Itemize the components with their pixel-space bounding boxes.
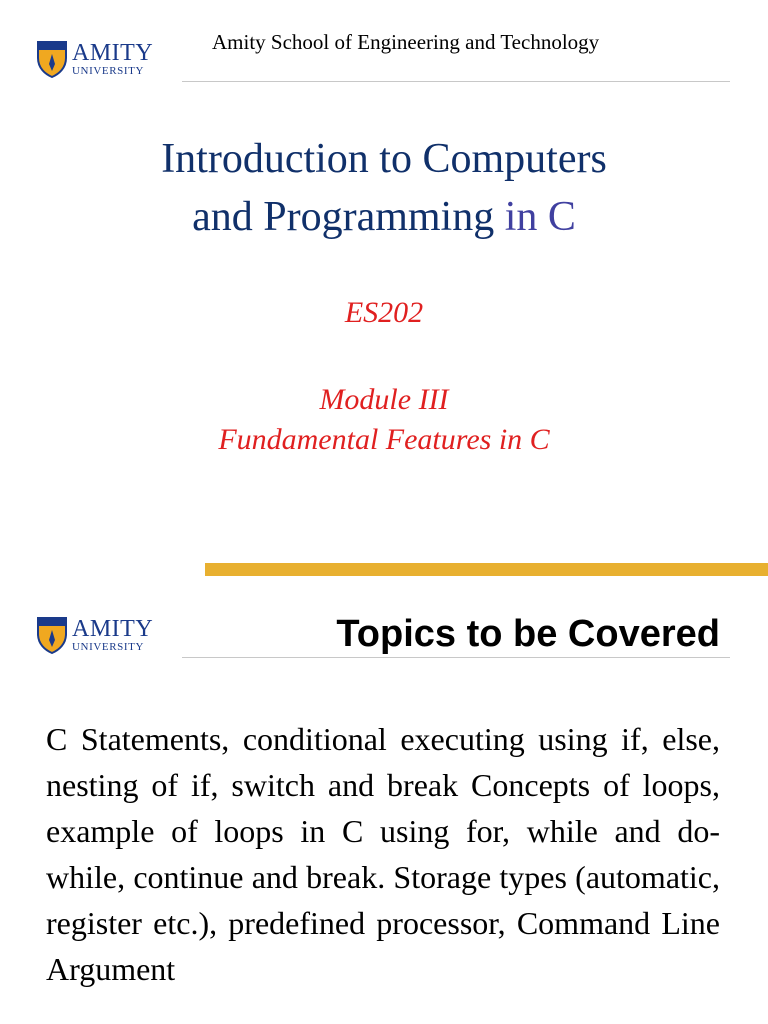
slide-heading: Topics to be Covered	[336, 613, 720, 655]
amity-logo	[36, 40, 153, 78]
slide-title	[0, 130, 768, 246]
title-line-1: Introduction to Computers	[161, 136, 607, 182]
logo-subtitle: UNIVERSITY	[72, 65, 144, 77]
title-line-2-accent: in C	[504, 194, 576, 240]
title-line-2-main: and Programming	[192, 194, 495, 240]
course-code: ES202	[344, 296, 424, 329]
topics-body: C Statements, conditional executing using if, else, nesting of if, switch and break Concepts of loops, example of loops in C using for, while and do-while, continue and break. Storage types (automatic, register etc.), predefined processor, Command Line Argument	[46, 721, 720, 987]
school-name: Amity School of Engineering and Technology	[212, 30, 600, 54]
module-number: Module III	[319, 383, 449, 416]
amity-shield-icon	[36, 40, 68, 78]
logo-name: AMITY	[72, 616, 154, 642]
amity-logo	[36, 616, 153, 654]
logo-subtitle: UNIVERSITY	[72, 641, 144, 653]
header-divider	[182, 657, 730, 658]
title-line-2	[0, 188, 768, 246]
topics-slide	[0, 583, 768, 1024]
header-divider	[182, 81, 730, 82]
amity-shield-icon	[36, 616, 68, 654]
module-info	[0, 380, 768, 460]
module-title: Fundamental Features in C	[218, 423, 550, 456]
logo-name: AMITY	[72, 40, 154, 66]
footer-accent-bar	[205, 563, 768, 576]
